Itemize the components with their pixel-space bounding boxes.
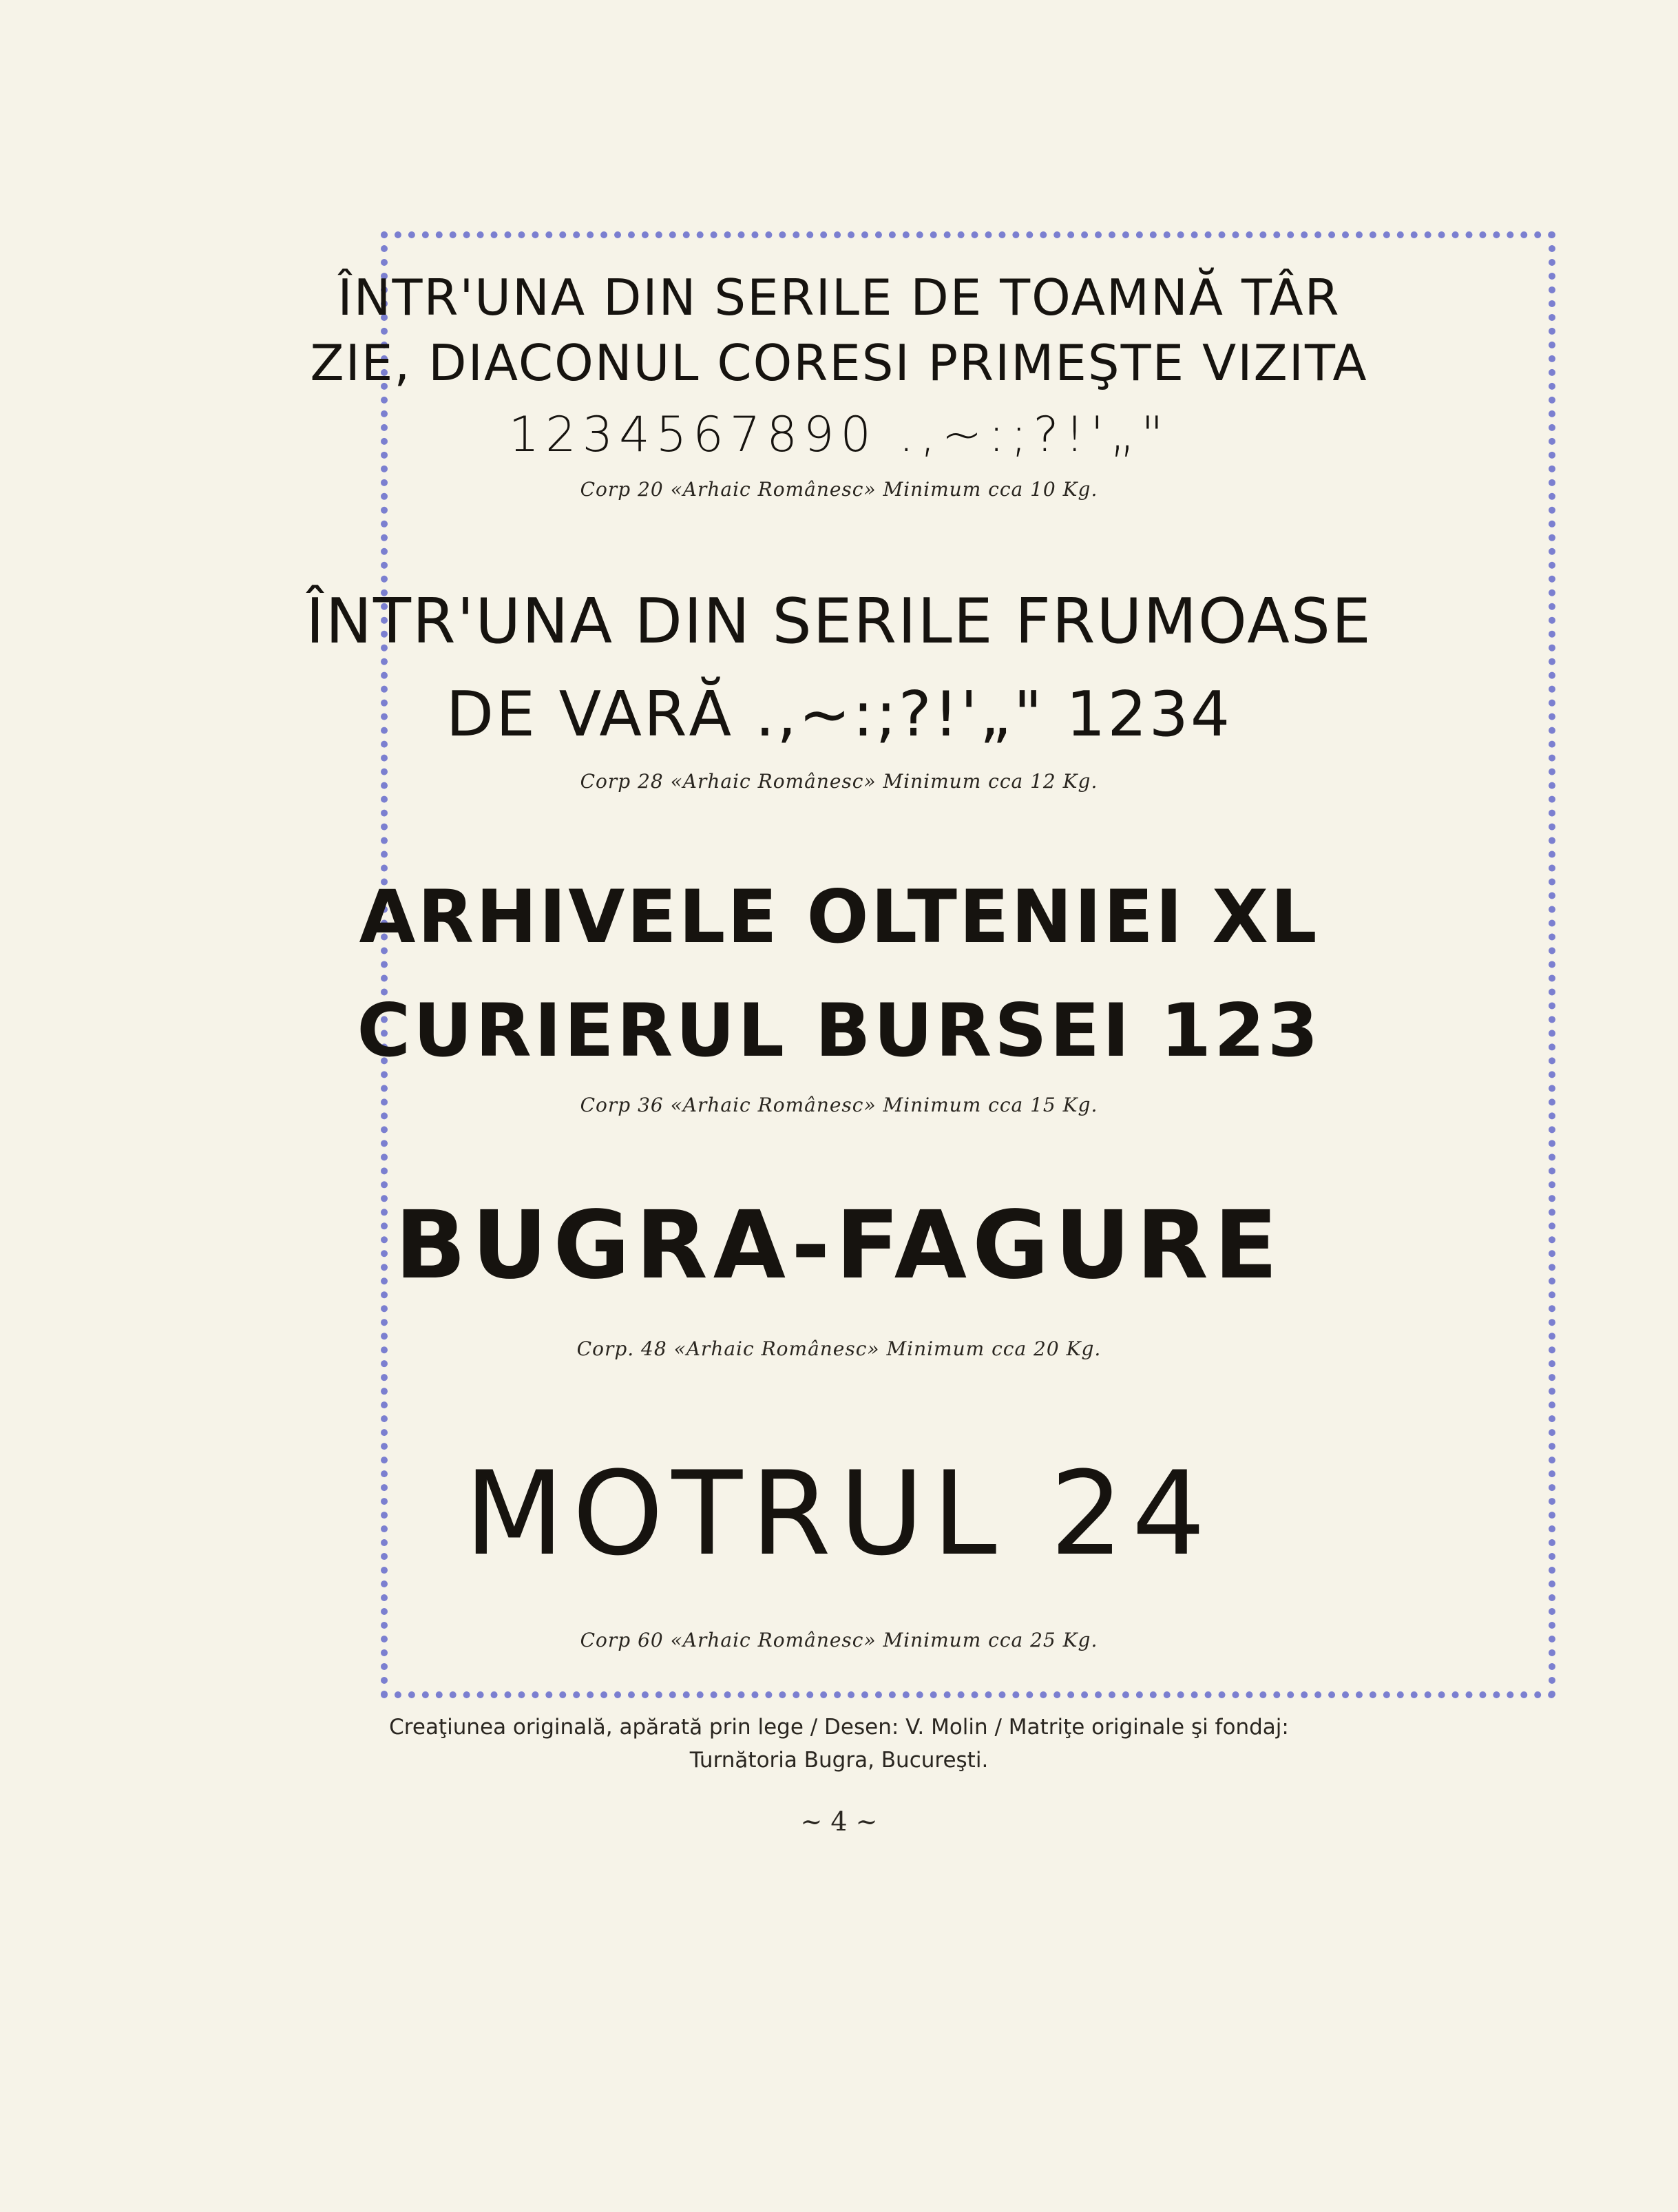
specimen-corp-20-line-2: ZIE, DIACONUL CORESI PRIMEŞTE VIZITA bbox=[310, 334, 1368, 392]
caption-corp-36: Corp 36 «Arhaic Românesc» Minimum cca 15 Kg. bbox=[580, 1094, 1098, 1116]
specimen-corp-48-line-1: BUGRA-FAGURE bbox=[395, 1191, 1283, 1300]
caption-corp-48: Corp. 48 «Arhaic Românesc» Minimum cca 20 Kg. bbox=[576, 1337, 1102, 1360]
specimen-corp-60-line-1: MOTRUL 24 bbox=[464, 1446, 1214, 1581]
page-number: ~ 4 ~ bbox=[800, 1806, 878, 1837]
specimen-corp-28-line-2: DE VARĂ .,~:;?!'„" 1234 bbox=[445, 678, 1233, 751]
credits-line-2: Turnătoria Bugra, Bucureşti. bbox=[689, 1748, 989, 1773]
specimen-corp-20-line-3: 1234567890 .,~:;?!'„" bbox=[508, 406, 1170, 463]
credits-line-1: Creaţiunea originală, apărată prin lege / Desen: V. Molin / Matriţe originale şi fondaj: bbox=[389, 1715, 1289, 1740]
specimen-corp-28-line-1: ÎNTR'UNA DIN SERILE FRUMOASE bbox=[306, 585, 1372, 658]
caption-corp-20: Corp 20 «Arhaic Românesc» Minimum cca 10 Kg. bbox=[580, 478, 1098, 501]
caption-corp-28: Corp 28 «Arhaic Românesc» Minimum cca 12 Kg. bbox=[580, 770, 1098, 793]
specimen-corp-36-line-1: ARHIVELE OLTENIEI XL bbox=[359, 875, 1319, 959]
specimen-corp-20-line-1: ÎNTR'UNA DIN SERILE DE TOAMNĂ TÂR bbox=[337, 269, 1341, 326]
caption-corp-60: Corp 60 «Arhaic Românesc» Minimum cca 25 Kg. bbox=[580, 1629, 1098, 1651]
specimen-corp-36-line-2: CURIERUL BURSEI 123 bbox=[357, 988, 1321, 1073]
